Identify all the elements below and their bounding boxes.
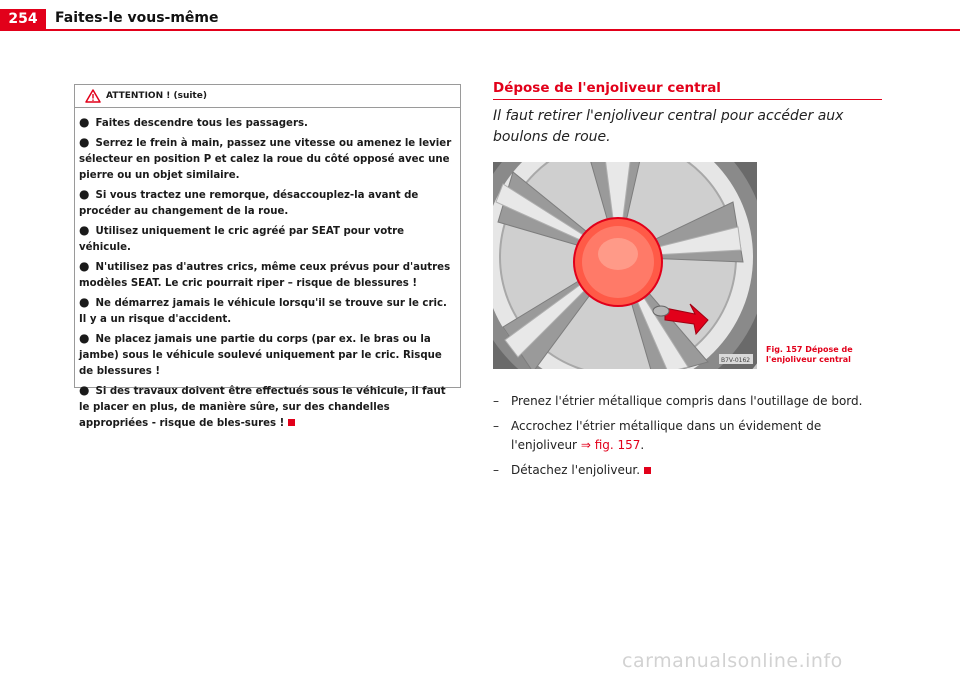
- step-text: Détachez l'enjoliveur.: [511, 463, 641, 477]
- bullet-icon: ●: [79, 331, 90, 345]
- bullet-icon: ●: [79, 223, 90, 237]
- bullet-icon: ●: [79, 259, 90, 273]
- warning-heading-text: ATTENTION ! (suite): [106, 91, 207, 101]
- header-divider: [0, 29, 960, 31]
- figure-code: B7V-0162: [721, 357, 751, 364]
- step-text: Prenez l'étrier métallique compris dans l'outillage de bord.: [511, 394, 863, 408]
- step-text-wrap: Accrochez l'étrier métallique dans un évidement de l'enjoliveur ⇒ fig. 157.: [511, 419, 822, 452]
- step-text-wrap: [511, 461, 651, 480]
- wheel-illustration: [493, 162, 757, 369]
- wheel-figure: [493, 162, 757, 369]
- procedure-step: – Prenez l'étrier métallique compris dans l'outillage de bord.: [493, 392, 888, 411]
- warning-item-text: N'utilisez pas d'autres crics, même ceux prévus pour d'autres modèles SEAT. Le cric pourrait riper – risque de blessures !: [79, 262, 451, 289]
- end-of-section-icon: [644, 467, 651, 474]
- warning-item: [79, 294, 454, 328]
- bullet-icon: ●: [79, 295, 90, 309]
- warning-item-text: Ne démarrez jamais le véhicule lorsqu'il se trouve sur le cric. Il y a un risque d'accident.: [79, 298, 447, 325]
- warning-item-text: Ne placez jamais une partie du corps (par ex. le bras ou la jambe) sous le véhicule soulevé uniquement par le cric. Risque de blessures !: [79, 334, 442, 377]
- step-text: Accrochez l'étrier métallique dans un évidement de l'enjoliveur: [511, 419, 822, 452]
- warning-item: [79, 258, 454, 292]
- warning-list: [75, 108, 460, 432]
- figure-caption: Fig. 157 Dépose de l'enjoliveur central: [766, 345, 853, 364]
- page-header: [0, 0, 960, 30]
- warning-item-text: Si des travaux doivent être effectués sous le véhicule, il faut le placer en plus, de manière sûre, sur des chandelles appropriées - risque de bles-sures !: [79, 386, 446, 429]
- warning-item: [79, 114, 454, 132]
- warning-heading: [75, 85, 460, 108]
- warning-item-text: Serrez le frein à main, passez une vitesse ou amenez le levier sélecteur en position P et calez la roue du côté opposé avec une pierre ou un objet similaire.: [79, 138, 452, 181]
- warning-item-text: Si vous tractez une remorque, désaccouplez-la avant de procéder au changement de la roue.: [79, 190, 419, 217]
- figure-reference-link[interactable]: ⇒ fig. 157: [580, 438, 641, 452]
- warning-triangle-icon: [85, 89, 101, 103]
- procedure-steps: [493, 392, 888, 486]
- warning-box: [74, 84, 461, 429]
- bullet-icon: ●: [79, 115, 90, 129]
- section-intro: Il faut retirer l'enjoliveur central pour accéder aux boulons de roue.: [493, 108, 844, 145]
- bullet-icon: ●: [79, 383, 90, 397]
- warning-item: [79, 186, 454, 220]
- bullet-icon: ●: [79, 187, 90, 201]
- chapter-title: Faites-le vous-même: [55, 10, 219, 26]
- procedure-step: – Accrochez l'étrier métallique dans un évidement de l'enjoliveur ⇒ fig. 157.: [493, 417, 888, 455]
- bullet-icon: ●: [79, 135, 90, 149]
- warning-item-text: Utilisez uniquement le cric agréé par SEAT pour votre véhicule.: [79, 226, 405, 253]
- end-of-section-icon: [288, 419, 295, 426]
- watermark: carmanualsonline.info: [622, 650, 843, 672]
- warning-item: [79, 222, 454, 256]
- warning-item: [79, 134, 454, 184]
- warning-item: [79, 382, 454, 432]
- procedure-step: – Détachez l'enjoliveur.: [493, 461, 888, 480]
- warning-item-text: Faites descendre tous les passagers.: [95, 118, 308, 129]
- page-number: 254: [0, 9, 46, 30]
- warning-item: [79, 330, 454, 380]
- section-title: Dépose de l'enjoliveur central: [493, 80, 882, 100]
